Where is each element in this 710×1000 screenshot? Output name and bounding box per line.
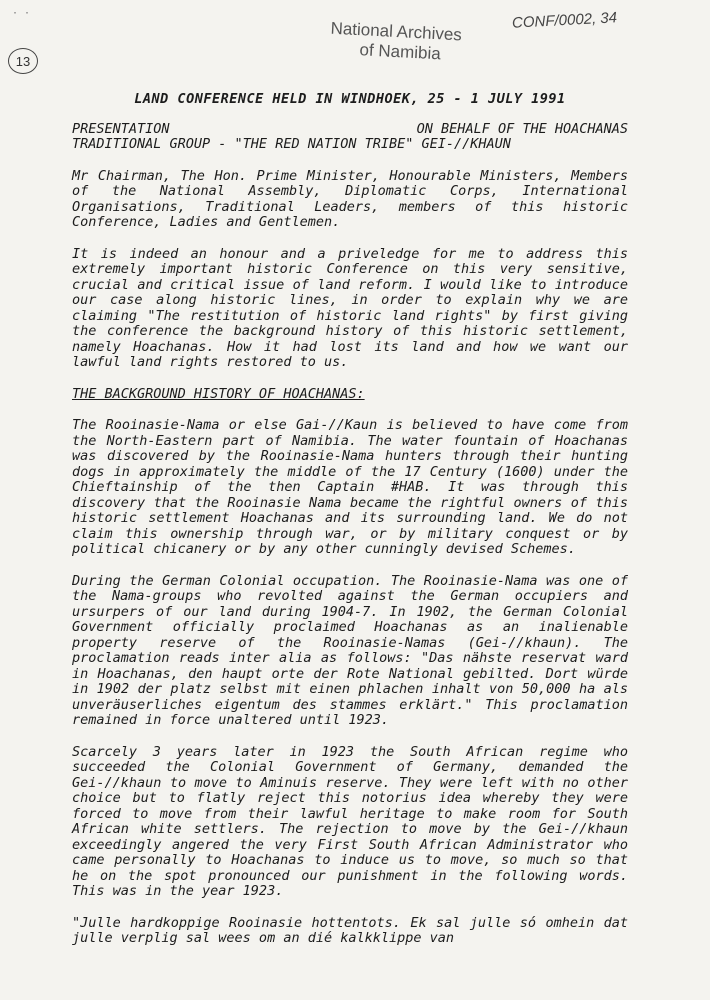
intro-paragraph: It is indeed an honour and a priveledge for me to address this extremely important historic Conference on this very sensitive, crucial and critical issue of land reform. I would like to introduce our case along historic lines, in order to explain why we are claiming "The restitution of historic land rights" by first giving the conference the background history of this historic settlement, namely Hoachanas. How it had lost its land and how we want our lawful land rights restored to us.: [72, 245, 628, 370]
group-line: TRADITIONAL GROUP - "THE RED NATION TRIBE" GEI-//KHAUN: [72, 136, 511, 152]
history-paragraph-4: "Julle hardkoppige Rooinasie hottentots. Ek sal julle só omhein dat julle verplig sal wees om an dié kalkklippe van: [72, 914, 628, 946]
page-number-circle: [8, 48, 38, 74]
document-title: LAND CONFERENCE HELD IN WINDHOEK, 25 - 1 JULY 1991: [134, 91, 566, 107]
history-paragraph-1: The Rooinasie-Nama or else Gai-//Kaun is believed to have come from the North-Eastern part of Namibia. The water fountain of Hoachanas was discovered by the Rooinasie-Nama hunters through their hunting dogs in approximately the middle of the 17 Century (1600) under the Chieftainship of the then Captain #HAB. It was through this discovery that the Rooinasie Nama became the rightful owners of this historic settlement Hoachanas and its surrounding land. We do not claim this ownership through war, or by military conquest or by political chicanery or by any other cunningly devised Schemes.: [72, 417, 628, 557]
section-heading: THE BACKGROUND HISTORY OF HOACHANAS:: [72, 385, 365, 402]
document-body: [72, 92, 628, 947]
archive-stamp-line-1: National Archives: [330, 18, 463, 45]
archive-stamp-line-2: of Namibia: [359, 40, 442, 64]
archive-stamp: [329, 19, 462, 66]
reference-number: CONF/0002, 34: [511, 9, 618, 32]
presentation-label: PRESENTATION: [72, 120, 170, 137]
history-paragraph-2: During the German Colonial occupation. The Rooinasie-Nama was one of the Nama-groups who revolted against the German occupiers and ursurpers of our land during 1904-7. In 1902, the German Colonial Government officially proclaimed Hoachanas as an inalienable property reserve of the Rooinasie-Namas (Gei-//khaun). The proclamation reads inter alia as follows: "Das nähste reservat ward in Hoachanas, den haupt orte der Rote National gebilted. Dort würde in 1902 der platz selbst mit einen phlachen inhalt von 50,000 ha als unveräuserliches eigentum des stammes erklärt." This proclamation remained in force unaltered until 1923.: [72, 572, 628, 728]
history-paragraph-3: Scarcely 3 years later in 1923 the South African regime who succeeded the Colonial Government of Germany, demanded the Gei-//khaun to move to Aminuis reserve. They were left with no other choice but to flatly reject this notorius idea whereby they were forced to move from their lawful heritage to make room for South African white settlers. The rejection to move by the Gei-//khaun exceedingly angered the very First South African Administrator who came personally to Hoachanas to induce us to move, so much so that he on the spot pronounced our punishment in the following words. This was in the year 1923.: [72, 743, 628, 899]
presentation-line: [72, 122, 628, 138]
salutation-paragraph: Mr Chairman, The Hon. Prime Minister, Honourable Ministers, Members of the National Assembly, Diplomatic Corps, International Organisations, Traditional Leaders, members of this historic Conference, Ladies and Gentlemen.: [72, 167, 628, 230]
presentation-behalf: ON BEHALF OF THE HOACHANAS: [416, 120, 628, 137]
page-number: 13: [15, 53, 31, 69]
margin-tick-mark: · ·: [12, 8, 31, 19]
